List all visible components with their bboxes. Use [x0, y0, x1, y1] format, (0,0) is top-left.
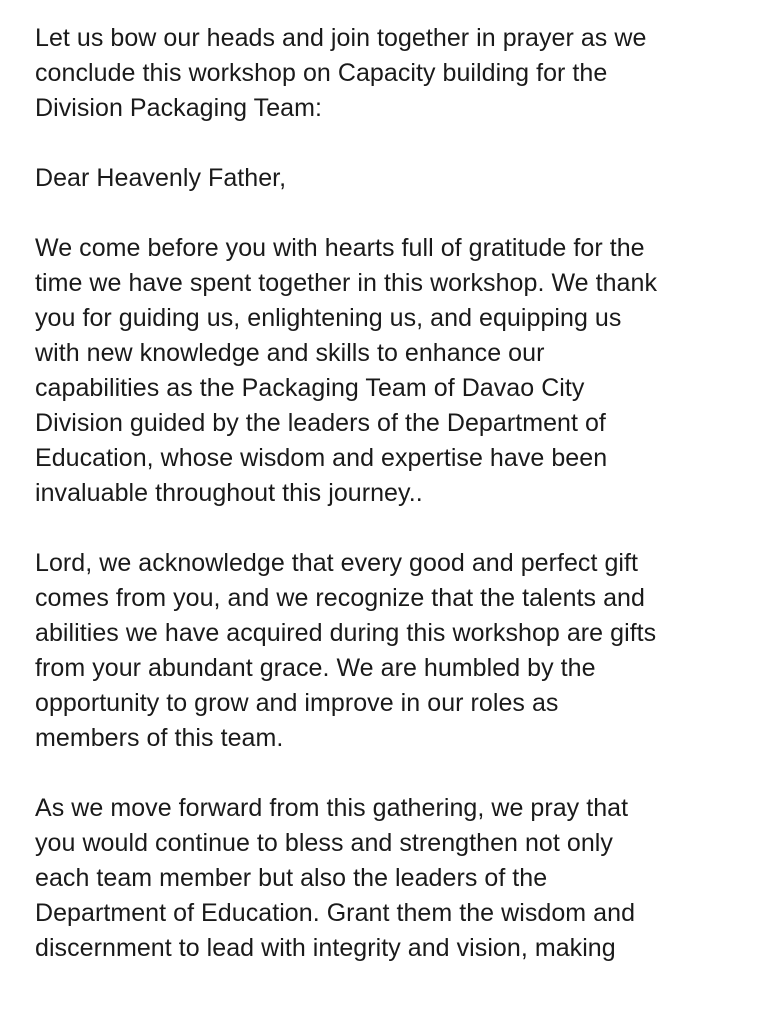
text-line: conclude this workshop on Capacity building for the [35, 59, 608, 87]
text-line: abilities we have acquired during this workshop are gifts [35, 619, 657, 647]
text-line: We come before you with hearts full of gratitude for the [35, 234, 645, 262]
text-line: opportunity to grow and improve in our roles as [35, 689, 559, 717]
paragraph-intro [35, 21, 757, 126]
paragraph-gratitude [35, 231, 757, 511]
document-body [35, 21, 757, 1001]
text-line: from your abundant grace. We are humbled by the [35, 654, 596, 682]
text-line: each team member but also the leaders of the [35, 864, 548, 892]
text-line: Lord, we acknowledge that every good and perfect gift [35, 549, 639, 577]
text-line: Dear Heavenly Father, [35, 164, 287, 192]
text-line: comes from you, and we recognize that the talents and [35, 584, 645, 612]
text-line: with new knowledge and skills to enhance our [35, 339, 545, 367]
text-line: time we have spent together in this workshop. We thank [35, 269, 658, 297]
text-line: members of this team. [35, 724, 284, 752]
text-line: Division guided by the leaders of the Department of [35, 409, 606, 437]
text-line: discernment to lead with integrity and vision, making [35, 934, 616, 962]
text-line: you would continue to bless and strengthen not only [35, 829, 613, 857]
paragraph-salutation [35, 161, 757, 196]
text-line: Let us bow our heads and join together in prayer as we [35, 24, 647, 52]
text-line: Division Packaging Team: [35, 94, 322, 122]
text-line: you for guiding us, enlightening us, and equipping us [35, 304, 622, 332]
text-line: Education, whose wisdom and expertise have been [35, 444, 608, 472]
text-line: invaluable throughout this journey.. [35, 479, 423, 507]
text-line: capabilities as the Packaging Team of Davao City [35, 374, 585, 402]
text-line: As we move forward from this gathering, we pray that [35, 794, 629, 822]
paragraph-petition [35, 791, 757, 966]
paragraph-acknowledgement [35, 546, 757, 756]
text-line: Department of Education. Grant them the wisdom and [35, 899, 636, 927]
